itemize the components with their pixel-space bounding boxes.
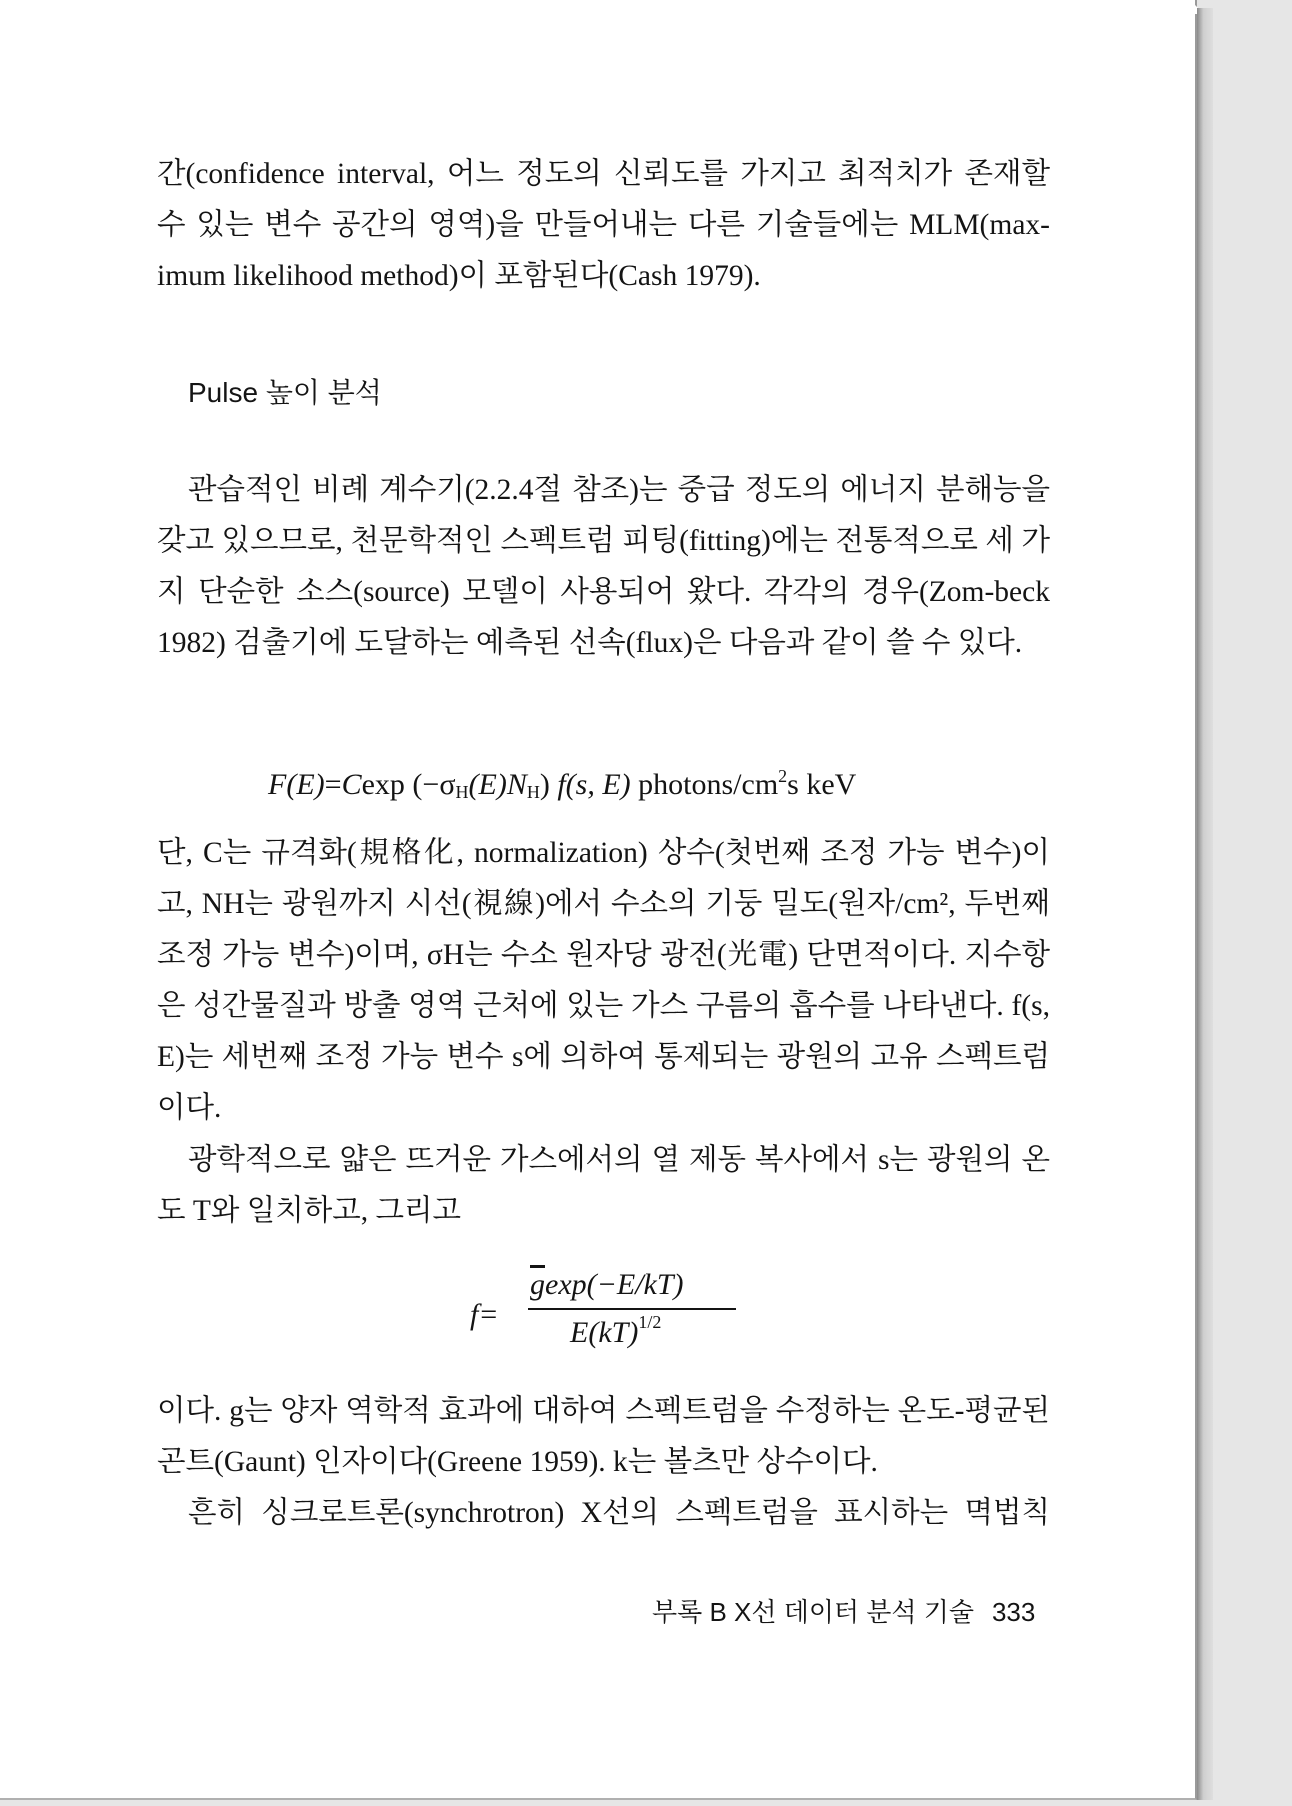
section-heading: Pulse 높이 분석 xyxy=(188,377,382,408)
eq1-f: f(s, E) xyxy=(557,768,631,801)
eq1-sub-h2: H xyxy=(526,782,540,802)
paragraph-5 xyxy=(157,1488,1050,1539)
eq1-units: photons/cm xyxy=(630,768,779,801)
eq2-num-rest: exp(−E/kT) xyxy=(545,1268,684,1301)
eq2-den: E(kT) xyxy=(570,1316,639,1349)
eq2-lhs: f= xyxy=(470,1298,499,1331)
paragraph-2-text: 단, C는 규격화(規格化, normalization) 상수(첫번째 조정 가능 변수)이고, NH는 광원까지 시선(視線)에서 수소의 기둥 밀도(원자/cm², 두번째 조정 가능 변수)이며, σH는 수소 원자당 광전(光電) 단면적이다. 지수항은 성간물질과 방출 영역 근처에 있는 가스 구름의 흡수를 나타낸다. f(s, E)는 세번째 조정 가능 변수 s에 의하여 통제되는 광원의 고유 스펙트럼이다. xyxy=(157,837,1050,1124)
intro-text: 간(confidence interval, 어느 정도의 신뢰도를 가지고 최적치가 존재할 수 있는 변수 공간의 영역)을 만들어내는 다른 기술들에는 MLM(max-imum likelihood method)이 포함된다(Cash 1979). xyxy=(157,158,1050,292)
eq1-sub-h1: H xyxy=(455,782,469,802)
eq1-close: ) xyxy=(539,768,558,801)
eq1-equals: = xyxy=(324,768,342,801)
paragraph-5-text: 흔히 싱크로트론(synchrotron) X선의 스펙트럼을 표시하는 멱법칙 xyxy=(188,1497,1050,1529)
eq2-denominator xyxy=(570,1312,661,1350)
eq2-gbar: $\overline{g}$ xyxy=(530,1268,545,1301)
eq1-c: C xyxy=(341,768,362,801)
page-edge-shadow xyxy=(1197,8,1213,1800)
eq1-sup: 2 xyxy=(778,766,788,786)
paragraph-4-text: 이다. g는 양자 역학적 효과에 대하여 스펙트럼을 수정하는 온도-평균된 곤트(Gaunt) 인자이다(Greene 1959). k는 볼츠만 상수이다. xyxy=(157,1395,1050,1478)
eq1-e: (E) xyxy=(468,768,507,801)
eq1-n: N xyxy=(506,768,527,801)
eq2-numerator xyxy=(530,1268,684,1302)
eq2-den-sup: 1/2 xyxy=(638,1312,662,1332)
page-number: 333 xyxy=(991,1597,1036,1627)
running-title: 부록 B X선 데이터 분석 기술 xyxy=(652,1597,974,1627)
paragraph-1 xyxy=(157,465,1050,669)
eq1-exp: exp xyxy=(361,768,405,801)
fraction-bar xyxy=(528,1308,736,1310)
flux-equation xyxy=(268,756,856,812)
paragraph-1-text: 관습적인 비례 계수기(2.2.4절 참조)는 중급 정도의 에너지 분해능을 갖고 있으므로, 천문학적인 스펙트럼 피팅(fitting)에는 전통적으로 세 가지 단순한 소스(source) 모델이 사용되어 왔다. 각각의 경우(Zom-beck 1982) 검출기에 도달하는 예측된 선속(flux)은 다음과 같이 쓸 수 있다. xyxy=(157,474,1050,659)
eq1-open: (−σ xyxy=(404,768,456,801)
page-footer xyxy=(652,1592,1035,1632)
intro-paragraph xyxy=(157,149,1050,302)
paragraph-3-text: 광학적으로 얇은 뜨거운 가스에서의 열 제동 복사에서 s는 광원의 온도 T와 일치하고, 그리고 xyxy=(157,1144,1050,1227)
eq1-units2: s keV xyxy=(787,768,857,801)
paragraph-4 xyxy=(157,1386,1050,1488)
paragraph-2 xyxy=(157,828,1050,1134)
eq1-lhs: F(E) xyxy=(268,768,325,801)
paragraph-3 xyxy=(157,1135,1050,1237)
